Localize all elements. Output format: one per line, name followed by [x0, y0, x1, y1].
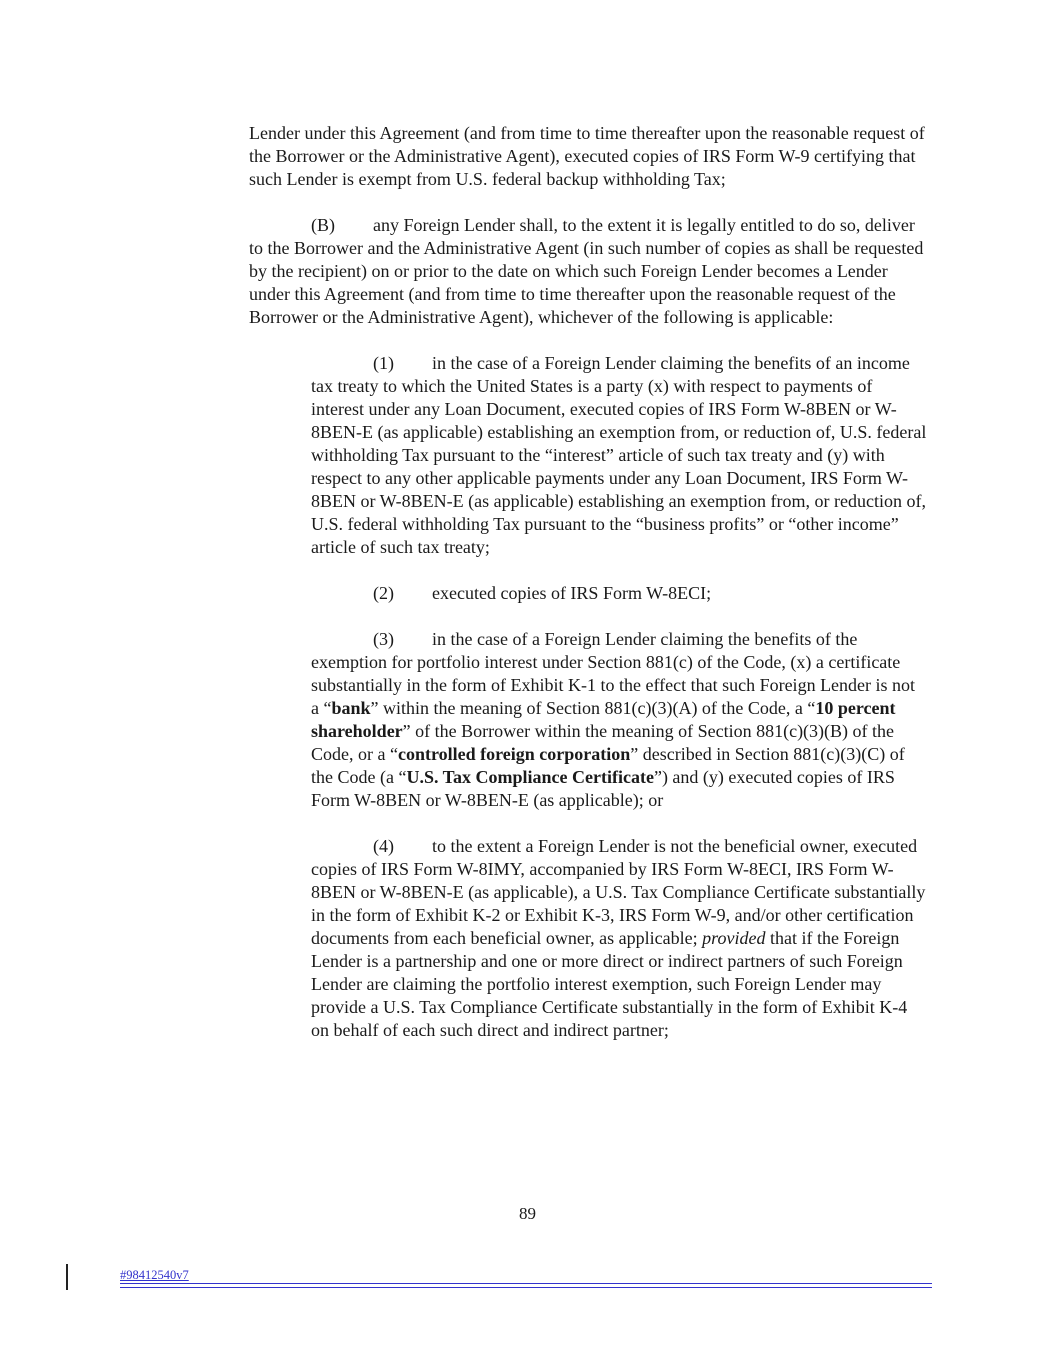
paragraph: [311, 352, 927, 559]
document-body: [249, 122, 927, 1065]
defined-term: controlled foreign corporation: [397, 744, 631, 764]
text-run: Lender under this Agreement (and from time to time thereafter upon the reasonable request of the Borrower or the Administrative Agent), executed copies of IRS Form W-9 certifying that such Lender is exempt from U.S. federal backup withholding Tax;: [249, 123, 925, 189]
paragraph: [249, 122, 927, 191]
italic-term: provided: [702, 928, 766, 948]
defined-term: bank: [331, 698, 371, 718]
paragraph: [311, 835, 927, 1042]
footer-doc-id-link[interactable]: #98412540v7: [120, 1268, 189, 1282]
text-run: any Foreign Lender shall, to the extent it is legally entitled to do so, deliver to the Borrower and the Administrative Agent (in such number of copies as shall be requested by the recipient) on or prior to the date on which such Foreign Lender becomes a Lender under this Agreement (and from time to time thereafter upon the reasonable request of the Borrower or the Administrative Agent), whichever of the following is applicable:: [249, 215, 924, 327]
text-run: ”) and (y) executed copies of IRS Form W-8BEN or W-8BEN-E (as applicable); or: [311, 767, 895, 810]
text-run: in the case of a Foreign Lender claiming the benefits of the exemption for portfolio interest under Section 881(c) of the Code, (x) a certificate substantially in the form of Exhibit K-1 to the effect that such Foreign Lender is not a “: [311, 629, 916, 718]
text-run: in the case of a Foreign Lender claiming the benefits of an income tax treaty to which the United States is a party (x) with respect to payments of interest under any Loan Document, executed copies of IRS Form W-8BEN or W-8BEN-E (as applicable) establishing an exemption from, or reduction of, U.S. federal withholding Tax pursuant to the “interest” article of such tax treaty and (y) with respect to any other applicable payments under any Loan Document, IRS Form W-8BEN or W-8BEN-E (as applicable) establishing an exemption from, or reduction of, U.S. federal withholding Tax pursuant to the “business profits” or “other income” article of such tax treaty;: [311, 353, 927, 557]
text-run: (1): [373, 353, 394, 373]
text-run: ” of the Borrower within the meaning of Section 881(c)(3)(B) of the Code, or a “: [311, 721, 895, 764]
footer-underline-2: [120, 1287, 932, 1288]
text-run: ” described in Section 881(c)(3)(C) of the Code (a “: [311, 744, 905, 787]
text-run: ” within the meaning of Section 881(c)(3)(A) of the Code, a “: [370, 698, 816, 718]
text-run: that if the Foreign Lender is a partnership and one or more direct or indirect partners of such Foreign Lender are claiming the portfolio interest exemption, such Foreign Lender may provide a U.S. Tax Compliance Certificate substantially in the form of Exhibit K-4 on behalf of each such direct and indirect partner;: [311, 928, 908, 1040]
text-run: (3): [373, 629, 394, 649]
paragraph: [249, 214, 927, 329]
text-run: (4): [373, 836, 394, 856]
change-bar: [66, 1264, 68, 1290]
text-run: (B): [311, 215, 335, 235]
text-run: to the extent a Foreign Lender is not the beneficial owner, executed copies of IRS Form W-8IMY, accompanied by IRS Form W-8ECI, IRS Form W-8BEN or W-8BEN-E (as applicable), a U.S. Tax Compliance Certificate substantially in the form of Exhibit K-2 or Exhibit K-3, IRS Form W-9, and/or other certification documents from each beneficial owner, as applicable;: [311, 836, 926, 948]
paragraph: [311, 582, 927, 605]
paragraph: [311, 628, 927, 812]
text-run: (2): [373, 583, 394, 603]
footer-underline: [120, 1283, 932, 1284]
page-number: 89: [519, 1204, 536, 1223]
defined-term: 10 percent shareholder: [311, 698, 896, 741]
defined-term: U.S. Tax Compliance Certificate: [406, 767, 654, 787]
text-run: executed copies of IRS Form W-8ECI;: [432, 583, 712, 603]
